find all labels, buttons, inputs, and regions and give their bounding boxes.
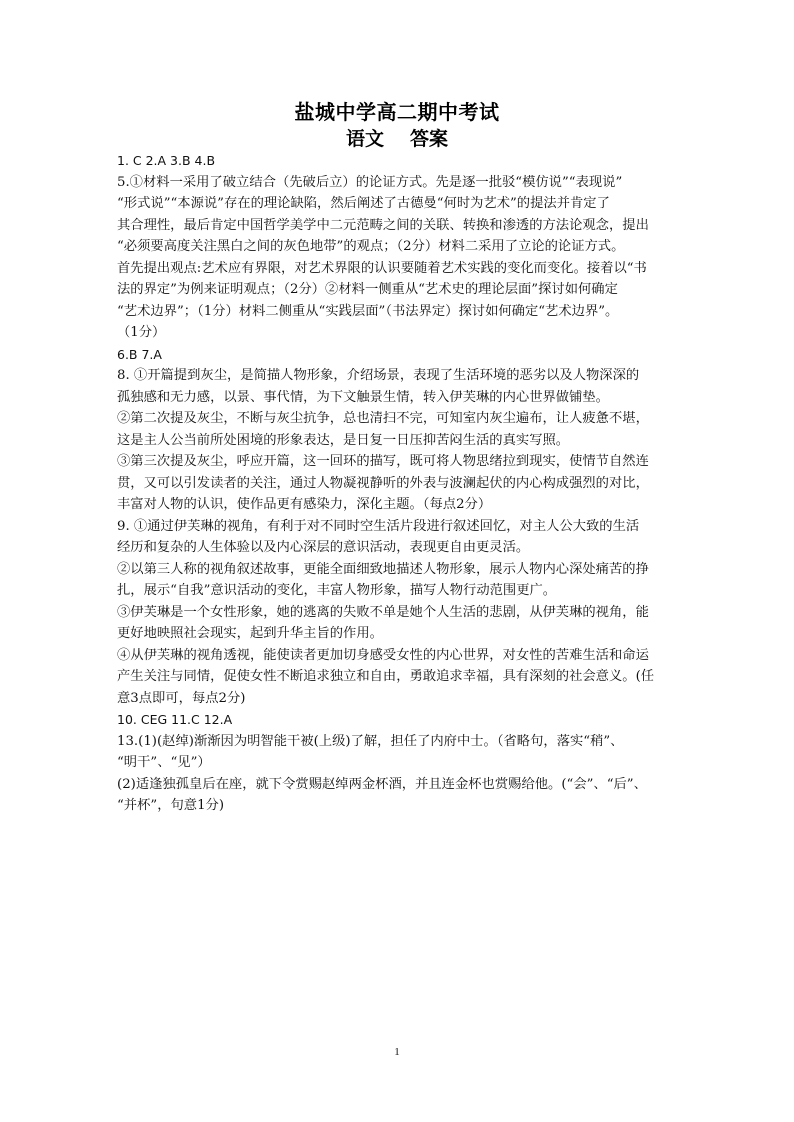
answer-line-q9: ②以第三人称的视角叙述故事，更能全面细致地描述人物形象，展示人物内心深处痛苦的挣 xyxy=(117,561,649,577)
answer-line-q13: 13.(1)(赵绰)渐渐因为明智能干被(上级)了解，担任了内府中士。（省略句，落实“稍”、 xyxy=(117,733,624,749)
answer-line-q5: 首先提出观点:艺术应有界限，对艺术界限的认识要随着艺术实践的变化而变化。接着以“书 xyxy=(117,260,647,276)
answer-line-q1-4: 1. C 2.A 3.B 4.B xyxy=(117,153,216,168)
answer-line-q13: “明干”、“见”） xyxy=(117,755,211,770)
answer-line-q8: ③第三次提及灰尘，呼应开篇，这一回环的描写，既可将人物思绪拉到现实，使情节自然连 xyxy=(117,454,649,469)
answer-line-q5: “形式说”“本源说”存在的理论缺陷，然后阐述了古德曼“何时为艺术”的提法并肯定了 xyxy=(117,196,610,211)
answer-line-q8: 8. ①开篇提到灰尘，是简描人物形象，介绍场景，表现了生活环境的恶劣以及人物深深的 xyxy=(117,368,640,383)
answer-line-q5: 其合理性，最后肯定中国哲学美学中二元范畴之间的关联、转换和渗透的方法论观念，提出 xyxy=(117,217,649,233)
answer-line-q9: 产生关注与同情，促使女性不断追求独立和自由，勇敢追求幸福，具有深刻的社会意义。(任 xyxy=(117,669,655,684)
answer-line-q13: “并杯”，句意1分) xyxy=(117,798,225,813)
exam-subtitle xyxy=(0,124,794,151)
answer-line-q9: 9. ①通过伊芙琳的视角，有利于对不同时空生活片段进行叙述回忆，对主人公大致的生活 xyxy=(117,518,640,534)
answer-line-q9: 意3点即可，每点2分) xyxy=(117,690,246,706)
answer-line-q5: （1分） xyxy=(117,325,166,340)
answer-line-q5: “艺术边界”；（1分）材料二侧重从“实践层面”（书法界定）探讨如何确定“艺术边界”。 xyxy=(117,303,619,319)
answer-line-q5: 法的界定”为例来证明观点；（2分）②材料一侧重从“艺术史的理论层面”探讨如何确定 xyxy=(117,282,618,297)
answer-line-q8: 这是主人公当前所处困境的形象表达，是日复一日压抑苦闷生活的真实写照。 xyxy=(117,432,570,448)
answer-line-q9: 扎，展示“自我”意识活动的变化，丰富人物形象，描写人物行动范围更广。 xyxy=(117,583,557,598)
answer-line-q9: ③伊芙琳是一个女性形象，她的逃离的失败不单是她个人生活的悲剧，从伊芙琳的视角，能 xyxy=(117,604,649,620)
answer-line-q8: ②第二次提及灰尘，不断与灰尘抗争，总也清扫不完，可知室内灰尘遍布，让人疲惫不堪， xyxy=(117,411,649,426)
answer-line-q9: ④从伊芙琳的视角透视，能使读者更加切身感受女性的内心世界，对女性的苦难生活和命运 xyxy=(117,647,649,663)
page-number: 1 xyxy=(394,1046,400,1058)
answer-body xyxy=(117,150,679,817)
subject-label: 语文 xyxy=(345,128,384,150)
exam-title: 盐城中学高二期中考试 xyxy=(294,100,500,124)
answer-line-q8: 丰富对人物的认识，使作品更有感染力，深化主题。（每点2分） xyxy=(117,497,492,512)
answer-line-q6-7: 6.B 7.A xyxy=(117,346,162,362)
answer-line-q9: 经历和复杂的人生体验以及内心深层的意识活动，表现更自由更灵活。 xyxy=(117,540,530,555)
answer-line-q9: 更好地映照社会现实，起到升华主旨的作用。 xyxy=(117,626,383,641)
answer-line-q8: 孤独感和无力感，以景、事代情，为下文触景生情，转入伊芙琳的内心世界做铺垫。 xyxy=(117,389,609,405)
answer-line-q10-12: 10. CEG 11.C 12.A xyxy=(117,712,233,727)
answer-line-q5: 5.①材料一采用了破立结合（先破后立）的论证方式。先是逐一批驳“模仿说”“表现说” xyxy=(117,174,623,190)
answer-line-q13: (2)适逢独孤皇后在座，就下令赏赐赵绰两金杯酒，并且连金杯也赏赐给他。(“会”、“后”、 xyxy=(117,776,647,792)
answer-line-q8: 贯，又可以引发读者的关注，通过人物凝视静听的外表与波澜起伏的内心构成强烈的对比， xyxy=(117,475,649,491)
answer-line-q5: “必须要高度关注黑白之间的灰色地带”的观点；（2分）材料二采用了立论的论证方式。 xyxy=(117,239,625,254)
answer-label: 答案 xyxy=(410,128,449,150)
